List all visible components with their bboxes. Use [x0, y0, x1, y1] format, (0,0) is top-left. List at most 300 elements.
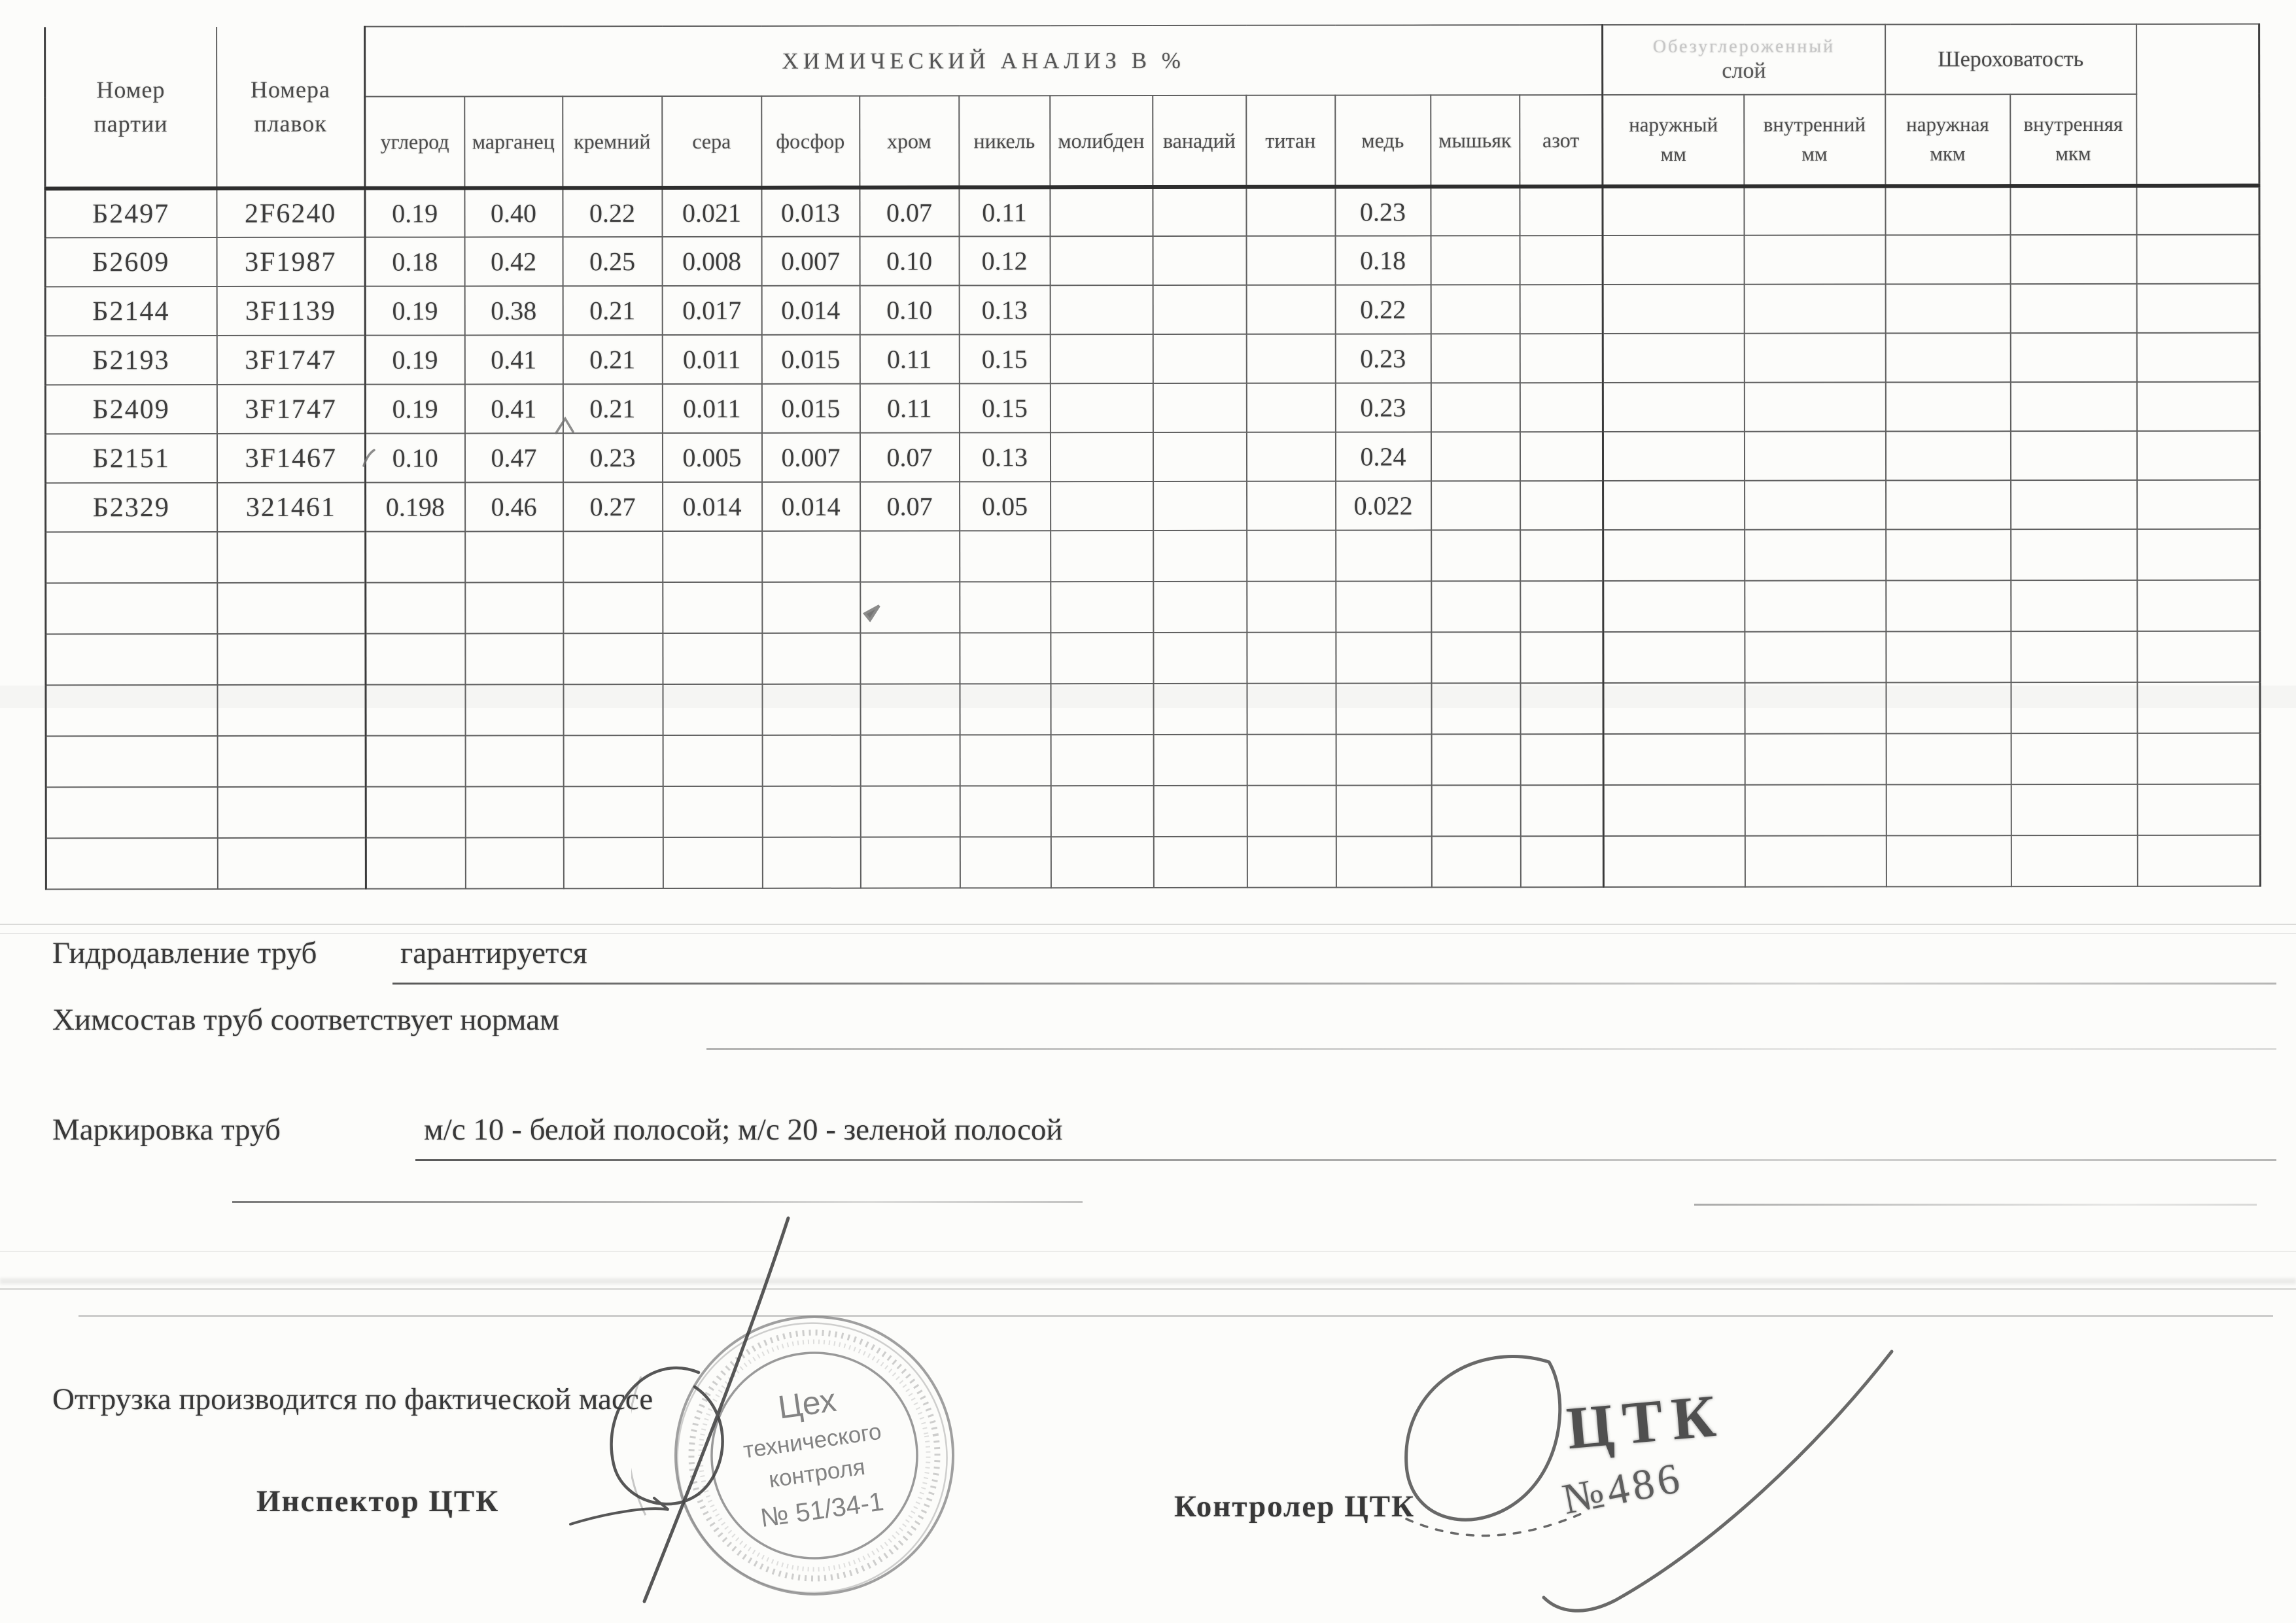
- value-cell: 0.38: [464, 286, 563, 335]
- empty-cell: [1247, 633, 1336, 684]
- empty-cell: [1336, 785, 1431, 836]
- empty-cell: [1336, 530, 1431, 581]
- stamp-line3: контроля: [767, 1454, 867, 1493]
- empty-table-row: [46, 784, 2260, 839]
- empty-cell: [217, 838, 366, 889]
- value-cell: [1520, 236, 1603, 285]
- empty-cell: [1745, 529, 1886, 580]
- empty-cell: [1603, 785, 1745, 836]
- empty-cell: [2137, 835, 2260, 886]
- value-cell: [1153, 432, 1246, 481]
- value-cell: [1247, 481, 1336, 531]
- empty-cell: [217, 583, 366, 634]
- empty-cell: [762, 633, 860, 684]
- empty-cell: [2011, 631, 2137, 682]
- empty-cell: [762, 531, 860, 582]
- value-cell: [1520, 432, 1603, 481]
- layer-outer-cell: [1603, 481, 1745, 530]
- roughness-inner-cell: [2010, 382, 2136, 431]
- controller-signature-loop: [1406, 1357, 1560, 1520]
- value-cell: 0.15: [959, 334, 1050, 383]
- hydro-pressure-label: Гидродавление труб: [52, 936, 317, 970]
- empty-cell: [46, 787, 217, 838]
- value-cell: [1520, 186, 1603, 236]
- value-cell: 0.11: [860, 383, 959, 432]
- scan-streak: [0, 1251, 2296, 1252]
- empty-cell: [1745, 784, 1886, 835]
- empty-cell: [1603, 581, 1745, 632]
- value-cell: 0.07: [860, 481, 960, 531]
- empty-cell: [960, 582, 1051, 633]
- empty-cell: [217, 634, 366, 685]
- empty-table-row: [46, 631, 2260, 686]
- empty-cell: [762, 786, 860, 837]
- value-cell: [1153, 285, 1246, 334]
- table-body: [45, 186, 2261, 890]
- empty-cell: [217, 787, 366, 838]
- roughness-inner-cell: [2010, 235, 2136, 284]
- empty-cell: [1431, 785, 1520, 836]
- value-cell: 0.21: [563, 384, 662, 433]
- header-decarburized-word: Обезуглероженный: [1652, 36, 1835, 57]
- roughness-inner-cell: [2010, 186, 2136, 235]
- value-cell: [1520, 285, 1603, 334]
- value-cell: 0.19: [365, 335, 464, 384]
- value-cell: 0.008: [662, 237, 761, 286]
- value-cell: 0.014: [663, 482, 762, 531]
- empty-cell: [465, 633, 563, 684]
- empty-cell: [1431, 734, 1520, 785]
- empty-cell: [465, 531, 563, 582]
- value-cell: 0.10: [860, 236, 959, 285]
- header-chemical-analysis-title: ХИМИЧЕСКИЙ АНАЛИЗ В %: [365, 25, 1603, 97]
- empty-cell: [2011, 835, 2137, 886]
- empty-cell: [2137, 784, 2260, 835]
- marking-label: Маркировка труб: [52, 1113, 281, 1147]
- empty-cell: [1745, 733, 1886, 784]
- empty-cell: [1051, 735, 1153, 786]
- stamp-inner-ring: [695, 1336, 933, 1575]
- layer-outer-cell: [1603, 383, 1744, 432]
- value-cell: 0.27: [563, 482, 663, 531]
- empty-cell: [1336, 734, 1431, 785]
- value-cell: 0.015: [761, 335, 860, 384]
- ctk-stamp-number: №486: [1558, 1453, 1688, 1524]
- value-cell: 0.15: [959, 383, 1050, 432]
- empty-table-row: [46, 580, 2260, 635]
- empty-cell: [1431, 530, 1520, 581]
- value-cell: [1246, 285, 1335, 334]
- stamp-rim-microtext-2: [682, 1323, 946, 1587]
- value-cell: [1050, 432, 1153, 481]
- empty-cell: [1886, 784, 2011, 835]
- empty-cell: [762, 735, 860, 786]
- melt-cell: 3F1139: [217, 287, 365, 336]
- stamp-line1: Цех: [776, 1381, 839, 1426]
- empty-cell: [366, 582, 465, 633]
- value-cell: [1153, 187, 1246, 236]
- roughness-outer-cell: [1885, 333, 2010, 382]
- melt-cell: 2F6240: [217, 188, 365, 237]
- empty-cell: [1051, 633, 1153, 684]
- header-batch-number: Номер партии: [45, 27, 217, 188]
- scan-streak: [0, 924, 2296, 925]
- empty-cell: [1520, 836, 1603, 887]
- value-cell: 0.23: [563, 433, 662, 482]
- value-cell: 0.005: [662, 433, 761, 482]
- value-cell: 0.07: [860, 432, 959, 481]
- layer-inner-cell: [1745, 431, 1886, 480]
- melt-cell: 3F1987: [217, 237, 365, 287]
- empty-cell: [1051, 582, 1153, 633]
- empty-cell: [1886, 580, 2011, 631]
- header-element-sulfur: сера: [662, 96, 761, 188]
- batch-cell: Б2193: [45, 336, 217, 385]
- layer-outer-cell: [1603, 432, 1745, 481]
- blank-cell: [2136, 186, 2259, 235]
- header-roughness-inner-um: внутренняя мкм: [2010, 94, 2136, 186]
- value-cell: 0.10: [365, 433, 464, 482]
- empty-cell: [1153, 786, 1247, 837]
- empty-cell: [1745, 580, 1886, 631]
- empty-cell: [2011, 784, 2137, 835]
- empty-cell: [1520, 734, 1603, 785]
- empty-cell: [1603, 632, 1745, 683]
- blank-cell: [2136, 284, 2259, 333]
- empty-cell: [1886, 835, 2011, 886]
- value-cell: 0.198: [366, 482, 465, 531]
- empty-cell: [860, 837, 960, 888]
- value-cell: 0.11: [959, 187, 1050, 236]
- value-cell: [1520, 334, 1603, 383]
- roughness-outer-cell: [1885, 186, 2010, 235]
- empty-cell: [960, 837, 1051, 888]
- header-element-carbon: углерод: [365, 96, 464, 188]
- empty-cell: [563, 582, 663, 633]
- empty-cell: [1153, 735, 1247, 786]
- scan-streak: [78, 1315, 2273, 1317]
- empty-cell: [762, 837, 860, 888]
- value-cell: 0.19: [365, 286, 464, 335]
- empty-cell: [563, 735, 663, 786]
- value-cell: 0.13: [959, 285, 1050, 334]
- roughness-outer-cell: [1885, 382, 2010, 431]
- value-cell: [1431, 334, 1520, 383]
- batch-cell: Б2497: [45, 188, 217, 237]
- value-cell: 0.007: [761, 433, 860, 482]
- melt-cell: 3F1747: [217, 336, 365, 385]
- empty-cell: [1431, 632, 1520, 683]
- value-cell: 0.46: [465, 482, 563, 531]
- empty-cell: [2137, 529, 2260, 580]
- header-roughness-outer-um: наружная мкм: [1885, 94, 2010, 186]
- empty-cell: [663, 837, 762, 888]
- empty-cell: [1745, 631, 1886, 682]
- stamp-line2: технического: [741, 1418, 883, 1463]
- value-cell: 0.05: [960, 481, 1051, 531]
- header-element-molybdenum: молибден: [1050, 96, 1153, 187]
- empty-cell: [1431, 836, 1520, 887]
- empty-cell: [465, 786, 563, 837]
- empty-cell: [1603, 836, 1745, 887]
- empty-cell: [2011, 580, 2137, 631]
- value-cell: 0.017: [662, 286, 761, 335]
- empty-table-row: [46, 835, 2260, 890]
- empty-cell: [1520, 632, 1603, 683]
- value-cell: [1246, 236, 1335, 285]
- chem-compliance-note: Химсостав труб соответствует нормам: [52, 1003, 559, 1037]
- blank-cell: [2136, 333, 2259, 382]
- value-cell: 0.014: [761, 286, 860, 335]
- empty-cell: [1051, 786, 1153, 837]
- header-layer-outer-mm: наружный мм: [1603, 95, 1744, 186]
- header-blank-column: [2136, 24, 2259, 186]
- value-cell: [1431, 186, 1520, 236]
- header-element-silicon: кремний: [563, 96, 662, 188]
- value-cell: 0.40: [464, 188, 563, 237]
- batch-cell: Б2329: [46, 483, 217, 532]
- empty-cell: [1051, 837, 1153, 888]
- header-layer-inner-mm: внутренний мм: [1744, 94, 1885, 186]
- empty-cell: [465, 837, 563, 888]
- shipping-note: Отгрузка производится по фактической массе: [52, 1382, 653, 1416]
- value-cell: [1246, 383, 1335, 432]
- value-cell: 0.19: [365, 188, 464, 237]
- table-row: [45, 333, 2259, 385]
- batch-cell: Б2409: [45, 385, 217, 434]
- empty-cell: [2137, 580, 2260, 631]
- empty-cell: [563, 633, 663, 684]
- value-cell: [1520, 383, 1603, 432]
- value-cell: 0.23: [1335, 186, 1431, 236]
- value-cell: 0.011: [662, 384, 761, 433]
- header-melt-numbers: Номера плавок: [217, 27, 365, 188]
- empty-cell: [46, 736, 217, 787]
- value-cell: [1520, 481, 1603, 530]
- value-cell: 0.47: [464, 433, 563, 482]
- empty-cell: [2137, 631, 2260, 682]
- value-cell: 0.015: [761, 384, 860, 433]
- chemical-analysis-table: [44, 24, 2261, 890]
- empty-cell: [1336, 632, 1431, 683]
- empty-cell: [2137, 733, 2260, 784]
- empty-cell: [1336, 836, 1431, 887]
- table-row: [45, 284, 2259, 336]
- hydro-underline: [392, 983, 2276, 985]
- marking-underline: [415, 1159, 2276, 1161]
- header-layer-word: слой: [1722, 58, 1766, 83]
- value-cell: [1050, 334, 1153, 383]
- empty-cell: [762, 582, 860, 633]
- header-element-chromium: хром: [860, 96, 959, 187]
- value-cell: 0.19: [365, 384, 464, 433]
- value-cell: [1153, 481, 1247, 531]
- value-cell: [1153, 383, 1246, 432]
- layer-inner-cell: [1744, 382, 1885, 431]
- empty-cell: [1431, 581, 1520, 632]
- round-qc-stamp: [631, 1269, 998, 1623]
- stamp-double-strike-arc: [631, 1376, 665, 1516]
- scan-streak: [0, 686, 2296, 708]
- value-cell: 0.13: [959, 432, 1050, 481]
- empty-cell: [1520, 785, 1603, 836]
- stamp-rim-microtext: [672, 1313, 957, 1598]
- layer-outer-cell: [1603, 334, 1744, 383]
- empty-cell: [46, 583, 217, 634]
- value-cell: [1051, 481, 1153, 531]
- value-cell: 0.24: [1335, 432, 1431, 481]
- value-cell: 0.07: [860, 187, 959, 236]
- value-cell: 0.011: [662, 335, 761, 384]
- value-cell: [1050, 285, 1153, 334]
- table-row: [45, 235, 2259, 287]
- header-element-nitrogen: азот: [1520, 95, 1603, 186]
- value-cell: [1431, 285, 1520, 334]
- scan-streak: [0, 933, 2296, 934]
- stamp-outer-ring-ghost: [656, 1302, 968, 1614]
- controller-signature-tail: [1406, 1512, 1584, 1535]
- empty-cell: [860, 735, 960, 786]
- melt-cell: 321461: [217, 483, 366, 532]
- blank-cell: [2136, 235, 2259, 284]
- value-cell: 0.23: [1335, 383, 1431, 432]
- empty-cell: [563, 786, 663, 837]
- empty-cell: [960, 531, 1051, 582]
- blank-cell: [2137, 431, 2260, 480]
- roughness-inner-cell: [2011, 431, 2137, 480]
- empty-cell: [46, 634, 217, 685]
- empty-cell: [860, 582, 960, 633]
- layer-inner-cell: [1744, 284, 1885, 333]
- value-cell: 0.013: [761, 188, 860, 237]
- empty-cell: [860, 786, 960, 837]
- layer-inner-cell: [1745, 480, 1886, 529]
- marking-value: м/с 10 - белой полосой; м/с 20 - зеленой полосой: [424, 1113, 1063, 1147]
- value-cell: [1246, 187, 1335, 236]
- hydro-pressure-value: гарантируется: [400, 936, 587, 970]
- value-cell: [1246, 334, 1335, 383]
- header-element-arsenic: мышьяк: [1431, 95, 1520, 186]
- empty-cell: [366, 633, 465, 684]
- value-cell: 0.18: [1335, 236, 1431, 285]
- empty-cell: [366, 735, 465, 786]
- header-element-phosphorus: фосфор: [761, 96, 860, 188]
- value-cell: 0.022: [1336, 481, 1431, 530]
- batch-cell: Б2144: [45, 287, 217, 336]
- value-cell: [1431, 236, 1520, 285]
- value-cell: 0.18: [365, 237, 464, 286]
- roughness-inner-cell: [2010, 284, 2136, 333]
- layer-inner-cell: [1744, 235, 1885, 284]
- empty-cell: [1153, 837, 1247, 888]
- value-cell: [1246, 432, 1335, 481]
- value-cell: 0.10: [860, 285, 959, 334]
- empty-cell: [1886, 733, 2011, 784]
- empty-cell: [1886, 631, 2011, 682]
- layer-outer-cell: [1603, 186, 1744, 236]
- stamp-line4: № 51/34-1: [758, 1487, 886, 1533]
- value-cell: 0.22: [1335, 285, 1431, 334]
- value-cell: 0.12: [959, 236, 1050, 285]
- empty-cell: [860, 633, 960, 684]
- header-element-copper: медь: [1335, 95, 1431, 186]
- inspector-label: Инспектор ЦТК: [256, 1484, 500, 1518]
- controller-label: Контролер ЦТК: [1174, 1490, 1416, 1524]
- value-cell: 0.21: [563, 286, 662, 335]
- ctk-stamp-text: ЦТК: [1564, 1381, 1728, 1462]
- batch-cell: Б2609: [45, 237, 217, 287]
- batch-cell: Б2151: [45, 434, 217, 483]
- scan-streak: [0, 1288, 2296, 1290]
- empty-cell: [1247, 531, 1336, 582]
- table-row: [45, 382, 2259, 434]
- empty-cell: [366, 786, 465, 837]
- value-cell: 0.42: [464, 237, 563, 286]
- header-element-vanadium: ванадий: [1153, 96, 1246, 187]
- blank-cell: [2136, 382, 2259, 431]
- value-cell: [1431, 481, 1520, 530]
- scan-streak: [0, 1278, 2296, 1284]
- value-cell: 0.21: [563, 335, 662, 384]
- empty-cell: [960, 735, 1051, 786]
- chem-note-line: [706, 1048, 2276, 1050]
- table-row: [45, 186, 2259, 238]
- value-cell: 0.021: [662, 188, 761, 237]
- value-cell: [1431, 432, 1520, 481]
- empty-cell: [217, 532, 366, 583]
- empty-cell: [46, 838, 217, 889]
- value-cell: [1153, 236, 1246, 285]
- blank-line-right: [1694, 1204, 2257, 1206]
- roughness-inner-cell: [2011, 480, 2137, 529]
- empty-cell: [663, 582, 762, 633]
- empty-cell: [1247, 837, 1336, 888]
- melt-cell: 3F1747: [217, 385, 365, 434]
- empty-cell: [563, 837, 663, 888]
- empty-cell: [663, 633, 762, 684]
- empty-cell: [1886, 529, 2011, 580]
- empty-cell: [1247, 735, 1336, 786]
- empty-cell: [1520, 581, 1603, 632]
- value-cell: [1153, 334, 1246, 383]
- blank-cell: [2137, 480, 2260, 529]
- value-cell: 0.41: [464, 335, 563, 384]
- empty-cell: [2011, 529, 2137, 580]
- empty-cell: [465, 735, 563, 786]
- empty-cell: [1153, 582, 1247, 633]
- value-cell: 0.11: [860, 334, 959, 383]
- empty-cell: [663, 786, 762, 837]
- empty-cell: [1336, 581, 1431, 632]
- empty-cell: [1603, 530, 1745, 581]
- value-cell: 0.014: [762, 482, 860, 531]
- layer-outer-cell: [1603, 236, 1744, 285]
- roughness-outer-cell: [1885, 235, 2010, 284]
- layer-outer-cell: [1603, 285, 1744, 334]
- empty-cell: [563, 531, 663, 582]
- roughness-outer-cell: [1885, 284, 2010, 333]
- value-cell: [1050, 187, 1153, 236]
- header-roughness-group: Шероховатость: [1885, 24, 2136, 95]
- empty-cell: [860, 531, 960, 582]
- layer-inner-cell: [1744, 333, 1885, 382]
- empty-cell: [1153, 531, 1247, 582]
- header-element-manganese: марганец: [464, 96, 563, 188]
- layer-inner-cell: [1744, 186, 1885, 235]
- empty-cell: [1247, 582, 1336, 633]
- value-cell: 0.007: [761, 237, 860, 286]
- table-row: [46, 480, 2260, 532]
